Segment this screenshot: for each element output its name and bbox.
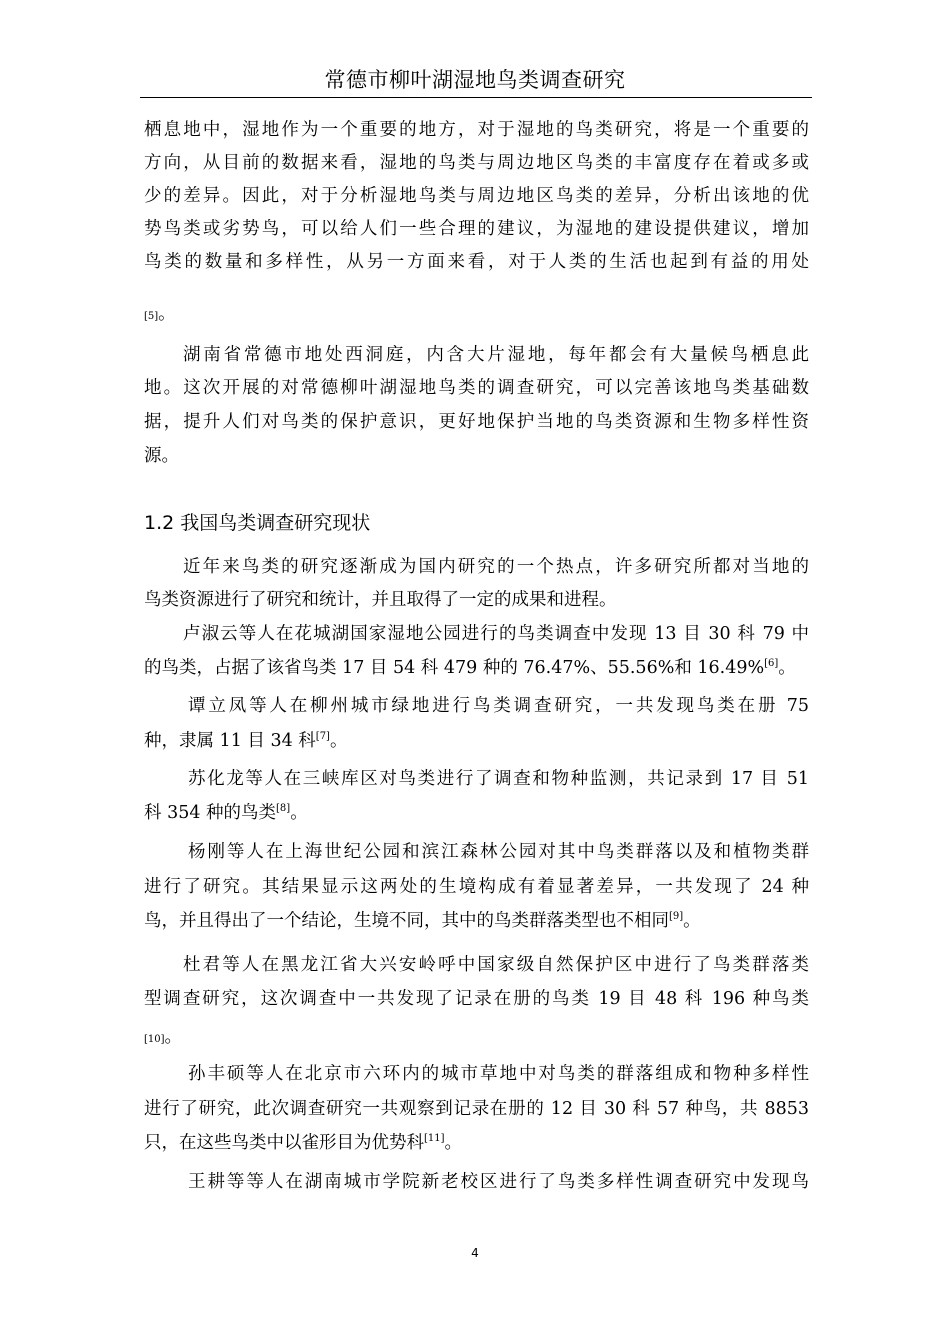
paragraph-line: 谭立凤等人在柳州城市绿地进行鸟类调查研究，一共发现鸟类在册 75 <box>188 696 809 716</box>
paragraph-line: 的鸟类，占据了该省鸟类 17 目 54 科 479 种的 76.47%、55.56%和 16.49%[6]。 <box>144 658 796 678</box>
citation: [10] <box>144 1034 165 1045</box>
citation: [8] <box>276 803 291 815</box>
paragraph-line: 种，隶属 11 目 34 科[7]。 <box>144 731 348 751</box>
paragraph-line: 鸟，并且得出了一个结论，生境不同，其中的鸟类群落类型也不相同[9]。 <box>144 911 701 931</box>
paragraph-line: 型调查研究，这次调查中一共发现了记录在册的鸟类 19 目 48 科 196 种鸟类 <box>144 989 809 1009</box>
paragraph-line: 湖南省常德市地处西洞庭，内含大片湿地，每年都会有大量候鸟栖息此 <box>183 345 809 365</box>
citation: [11] <box>424 1133 445 1145</box>
paragraph-line: 地。这次开展的对常德柳叶湖湿地鸟类的调查研究，可以完善该地鸟类基础数 <box>144 378 809 398</box>
paragraph-line <box>144 1025 809 1052</box>
header-rule <box>140 97 812 98</box>
punctuation: 。 <box>158 304 176 324</box>
paragraph-line: 杜君等人在黑龙江省大兴安岭呼中国家级自然保护区中进行了鸟类群落类 <box>183 955 809 975</box>
paragraph-line: 鸟类资源进行了研究和统计，并且取得了一定的成果和进程。 <box>144 590 617 610</box>
paragraph-line: 杨刚等人在上海世纪公园和滨江森林公园对其中鸟类群落以及和植物类群 <box>188 842 809 862</box>
paragraph-line: 科 354 种的鸟类[8]。 <box>144 803 308 823</box>
page-number: 4 <box>471 1246 479 1260</box>
running-header: 常德市柳叶湖湿地鸟类调查研究 <box>324 68 626 92</box>
section-heading: 1.2 我国鸟类调查研究现状 <box>144 512 371 534</box>
paragraph-line: 方向，从目前的数据来看，湿地的鸟类与周边地区鸟类的丰富度存在着或多或 <box>144 153 809 173</box>
citation: [6] <box>764 658 779 670</box>
citation: [5] <box>144 311 159 322</box>
paragraph-line: 苏化龙等人在三峡库区对鸟类进行了调查和物种监测，共记录到 17 目 51 <box>188 769 809 789</box>
paragraph-line: 源。 <box>144 446 179 466</box>
paragraph-line <box>144 302 809 329</box>
citation: [7] <box>315 731 330 743</box>
paragraph-line: 势鸟类或劣势鸟，可以给人们一些合理的建议，为湿地的建设提供建议，增加 <box>144 219 809 239</box>
punctuation: 。 <box>164 1027 183 1047</box>
paragraph-line: 孙丰硕等人在北京市六环内的城市草地中对鸟类的群落组成和物种多样性 <box>188 1064 809 1084</box>
paragraph-line: 鸟类的数量和多样性，从另一方面来看，对于人类的生活也起到有益的用处 <box>144 252 809 272</box>
paragraph-line: 进行了研究。其结果显示这两处的生境构成有着显著差异，一共发现了 24 种 <box>144 877 809 897</box>
paragraph-line: 进行了研究，此次调查研究一共观察到记录在册的 12 目 30 科 57 种鸟，共 8853 <box>144 1099 809 1119</box>
citation: [9] <box>669 911 684 923</box>
paragraph-line: 近年来鸟类的研究逐渐成为国内研究的一个热点，许多研究所都对当地的 <box>183 557 809 577</box>
paragraph-line: 卢淑云等人在花城湖国家湿地公园进行的鸟类调查中发现 13 目 30 科 79 中 <box>183 624 809 644</box>
paragraph-line: 少的差异。因此，对于分析湿地鸟类与周边地区鸟类的差异，分析出该地的优 <box>144 186 809 206</box>
paragraph-line: 只，在这些鸟类中以雀形目为优势科[11]。 <box>144 1133 463 1153</box>
paragraph-line: 据，提升人们对鸟类的保护意识，更好地保护当地的鸟类资源和生物多样性资 <box>144 412 809 432</box>
paragraph-line: 栖息地中，湿地作为一个重要的地方，对于湿地的鸟类研究，将是一个重要的 <box>144 120 809 140</box>
paragraph-line: 王耕等等人在湖南城市学院新老校区进行了鸟类多样性调查研究中发现鸟 <box>188 1172 809 1192</box>
